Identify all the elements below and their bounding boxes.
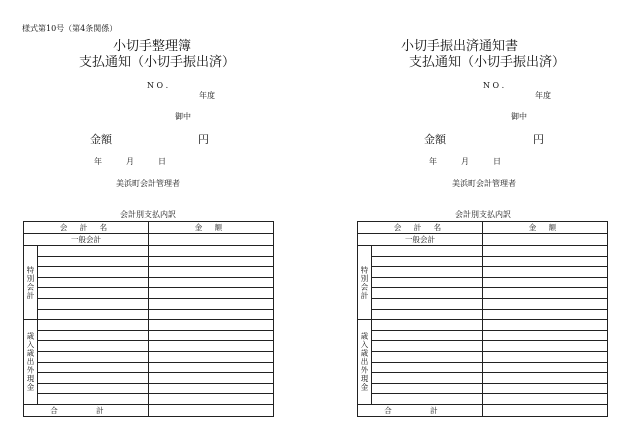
amount-cell[interactable]: [149, 277, 274, 288]
account-name-cell[interactable]: [38, 256, 149, 267]
account-name-cell[interactable]: [372, 330, 483, 341]
account-name-cell[interactable]: [38, 309, 149, 320]
table-row: [358, 267, 608, 278]
table-row: [24, 373, 274, 384]
account-name-cell[interactable]: [38, 341, 149, 352]
amount-cell[interactable]: [149, 309, 274, 320]
left-no-label: N O .: [147, 81, 169, 90]
account-name-cell[interactable]: [38, 298, 149, 309]
amount-cell[interactable]: [483, 330, 608, 341]
amount-cell[interactable]: [483, 362, 608, 373]
table-row: [24, 246, 274, 257]
account-name-cell[interactable]: [38, 277, 149, 288]
table-row: [24, 341, 274, 352]
amount-cell[interactable]: [149, 394, 274, 405]
account-name-cell[interactable]: [372, 394, 483, 405]
amount-cell[interactable]: [483, 298, 608, 309]
account-name-cell[interactable]: [38, 288, 149, 299]
account-name-cell[interactable]: [372, 277, 483, 288]
table-row: [358, 341, 608, 352]
total-label: 合 計: [358, 404, 483, 416]
amount-cell[interactable]: [483, 341, 608, 352]
revenue-expenditure-cash-label: 歳入歳出外現金: [358, 320, 372, 405]
header-account-name: 会 計 名: [358, 222, 483, 234]
account-name-cell[interactable]: [38, 351, 149, 362]
amount-cell[interactable]: [149, 234, 274, 246]
account-name-cell[interactable]: [38, 246, 149, 257]
left-fiscal-year-label: 年度: [199, 91, 215, 100]
account-name-cell[interactable]: [372, 298, 483, 309]
amount-cell[interactable]: [483, 277, 608, 288]
account-name-cell[interactable]: [372, 288, 483, 299]
right-no-label: N O .: [483, 81, 505, 90]
account-name-cell[interactable]: [372, 351, 483, 362]
amount-cell[interactable]: [149, 330, 274, 341]
left-date-year: 年: [94, 157, 102, 166]
amount-cell[interactable]: [149, 288, 274, 299]
amount-cell[interactable]: [149, 246, 274, 257]
table-row: [358, 246, 608, 257]
left-date-day: 日: [158, 157, 166, 166]
table-row: [24, 298, 274, 309]
left-yen-label: 円: [198, 133, 209, 146]
amount-cell[interactable]: [149, 298, 274, 309]
header-amount: 金 額: [149, 222, 274, 234]
right-fiscal-year-label: 年度: [535, 91, 551, 100]
table-row: [358, 288, 608, 299]
amount-cell[interactable]: [483, 246, 608, 257]
general-account-label: 一般会計: [24, 234, 149, 246]
right-title-line1: 小切手振出済通知書: [401, 39, 519, 54]
account-name-cell[interactable]: [372, 267, 483, 278]
amount-cell[interactable]: [483, 351, 608, 362]
account-name-cell[interactable]: [372, 373, 483, 384]
special-account-label: 特別会計: [358, 246, 372, 320]
table-row: [358, 362, 608, 373]
left-panel-check-register: [0, 0, 300, 439]
table-header-row: [358, 222, 608, 234]
left-manager-label: 美浜町会計管理者: [116, 179, 180, 188]
left-recipient-label: 御中: [175, 112, 191, 121]
table-row: [358, 309, 608, 320]
total-row: [24, 404, 274, 416]
table-row: [358, 277, 608, 288]
table-row: [24, 394, 274, 405]
right-date-day: 日: [493, 157, 501, 166]
table-row: [24, 267, 274, 278]
table-header-row: [24, 222, 274, 234]
table-row: [358, 373, 608, 384]
table-row: [358, 351, 608, 362]
amount-cell[interactable]: [149, 351, 274, 362]
left-title-line2: 支払通知（小切手振出済）: [79, 55, 236, 70]
amount-cell[interactable]: [483, 309, 608, 320]
account-name-cell[interactable]: [372, 341, 483, 352]
amount-cell[interactable]: [483, 373, 608, 384]
table-row: [358, 298, 608, 309]
left-breakdown-table: [23, 221, 274, 417]
right-date-month: 月: [461, 157, 469, 166]
table-row: [24, 256, 274, 267]
account-name-cell[interactable]: [38, 383, 149, 394]
left-title-line1: 小切手整理簿: [113, 39, 192, 54]
amount-cell[interactable]: [483, 320, 608, 331]
amount-cell[interactable]: [483, 394, 608, 405]
general-account-label: 一般会計: [358, 234, 483, 246]
table-row: [24, 309, 274, 320]
special-account-label: 特別会計: [24, 246, 38, 320]
form-number-label: 様式第10号（第4条関係）: [22, 24, 118, 33]
right-recipient-label: 御中: [511, 112, 527, 121]
account-name-cell[interactable]: [38, 362, 149, 373]
right-panel-check-issued-notice: [330, 0, 630, 439]
table-row: [358, 256, 608, 267]
amount-cell[interactable]: [483, 288, 608, 299]
right-breakdown-table: [357, 221, 608, 417]
table-row: [24, 234, 274, 246]
account-name-cell[interactable]: [38, 330, 149, 341]
amount-cell[interactable]: [149, 373, 274, 384]
table-row: [24, 362, 274, 373]
right-manager-label: 美浜町会計管理者: [452, 179, 516, 188]
account-name-cell[interactable]: [38, 320, 149, 331]
table-row: [358, 330, 608, 341]
right-title-line2: 支払通知（小切手振出済）: [409, 55, 566, 70]
header-account-name: 会 計 名: [24, 222, 149, 234]
amount-cell[interactable]: [483, 256, 608, 267]
amount-cell[interactable]: [483, 267, 608, 278]
left-table-caption: 会計別支払内訳: [120, 210, 176, 219]
account-name-cell[interactable]: [372, 309, 483, 320]
amount-cell[interactable]: [483, 234, 608, 246]
account-name-cell[interactable]: [372, 320, 483, 331]
right-date-year: 年: [429, 157, 437, 166]
table-row: [24, 351, 274, 362]
revenue-expenditure-cash-label: 歳入歳出外現金: [24, 320, 38, 405]
account-name-cell[interactable]: [372, 362, 483, 373]
total-amount-cell[interactable]: [149, 404, 274, 416]
amount-cell[interactable]: [149, 267, 274, 278]
table-row: [24, 383, 274, 394]
account-name-cell[interactable]: [38, 267, 149, 278]
account-name-cell[interactable]: [372, 256, 483, 267]
right-amount-label: 金額: [424, 133, 446, 146]
left-date-month: 月: [126, 157, 134, 166]
header-amount: 金 額: [483, 222, 608, 234]
amount-cell[interactable]: [149, 341, 274, 352]
amount-cell[interactable]: [149, 256, 274, 267]
total-label: 合 計: [24, 404, 149, 416]
amount-cell[interactable]: [149, 320, 274, 331]
right-table-caption: 会計別支払内訳: [455, 210, 511, 219]
table-row: [24, 288, 274, 299]
amount-cell[interactable]: [149, 362, 274, 373]
table-row: [24, 320, 274, 331]
account-name-cell[interactable]: [372, 383, 483, 394]
table-row: [24, 277, 274, 288]
account-name-cell[interactable]: [38, 394, 149, 405]
right-yen-label: 円: [533, 133, 544, 146]
amount-cell[interactable]: [483, 383, 608, 394]
total-row: [358, 404, 608, 416]
account-name-cell[interactable]: [38, 373, 149, 384]
table-row: [358, 320, 608, 331]
table-row: [358, 383, 608, 394]
table-row: [358, 234, 608, 246]
total-amount-cell[interactable]: [483, 404, 608, 416]
table-row: [24, 330, 274, 341]
table-row: [358, 394, 608, 405]
left-amount-label: 金額: [90, 133, 112, 146]
account-name-cell[interactable]: [372, 246, 483, 257]
amount-cell[interactable]: [149, 383, 274, 394]
